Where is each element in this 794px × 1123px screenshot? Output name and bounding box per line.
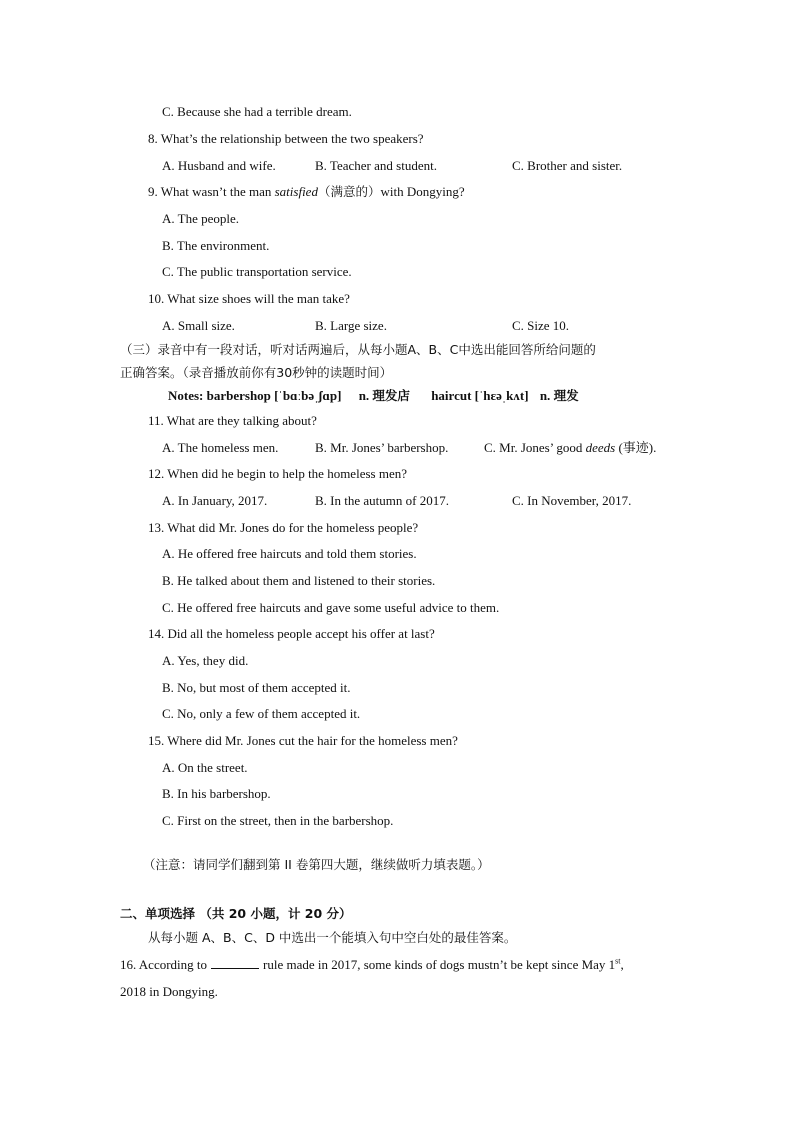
q10-stem: 10. What size shoes will the man take? [148, 291, 350, 306]
q13-option-c: C. He offered free haircuts and gave some useful advice to them. [162, 600, 500, 615]
q13-stem: 13. What did Mr. Jones do for the homeless people? [148, 520, 419, 535]
vocab-notes [168, 387, 579, 405]
notes-cn2: 理发 [553, 388, 579, 403]
q11-option-c-italic: deeds [585, 440, 616, 455]
q11-option-a: A. The homeless men. [162, 440, 279, 455]
q16-sup: st [615, 956, 621, 966]
notes-pos2: n. [539, 388, 551, 403]
q11-option-c [484, 439, 656, 457]
q9-option-b: B. The environment. [162, 238, 270, 253]
section3-instruction-line1: （三）录音中有一段对话，听对话两遍后，从每小题A、B、C中选出能回答所给问题的 [120, 342, 596, 357]
q16-end: , [620, 957, 624, 972]
q11-option-c-post: (事迹). [615, 440, 657, 455]
q9-stem-post: with Dongying? [380, 184, 465, 199]
notes-word1: Notes: barbershop [ˈbɑːbəˌʃɑp] [168, 388, 342, 403]
q16-line1 [120, 956, 624, 974]
q7-option-c: C. Because she had a terrible dream. [162, 104, 352, 119]
q15-option-a: A. On the street. [162, 760, 248, 775]
q13-option-a: A. He offered free haircuts and told them stories. [162, 546, 417, 561]
q11-option-b: B. Mr. Jones’ barbershop. [315, 440, 449, 455]
q8-option-b: B. Teacher and student. [315, 158, 437, 173]
q12-option-b: B. In the autumn of 2017. [315, 493, 449, 508]
q11-stem: 11. What are they talking about? [148, 413, 317, 428]
part2-heading: 二、单项选择 （共 20 小题，计 20 分） [120, 906, 352, 921]
q9-option-c: C. The public transportation service. [162, 264, 352, 279]
q16-pre: 16. According to [120, 957, 208, 972]
q12-stem: 12. When did he begin to help the homeless men? [148, 466, 407, 481]
notice-text: （注意：请同学们翻到第 II 卷第四大题，继续做听力填表题。） [143, 857, 490, 872]
q16-line2: 2018 in Dongying. [120, 984, 218, 999]
q10-option-c: C. Size 10. [512, 318, 570, 333]
q9-stem-italic: satisfied [274, 184, 318, 199]
q9-stem-pre: 9. What wasn’t the man [148, 184, 275, 199]
q14-option-c: C. No, only a few of them accepted it. [162, 706, 361, 721]
q14-option-a: A. Yes, they did. [162, 653, 249, 668]
q15-stem: 15. Where did Mr. Jones cut the hair for the homeless men? [148, 733, 458, 748]
section3-instruction-line2: 正确答案。（录音播放前你有30秒钟的读题时间） [120, 365, 393, 380]
q10-option-b: B. Large size. [315, 318, 387, 333]
part2-instruction: 从每小题 A、B、C、D 中选出一个能填入句中空白处的最佳答案。 [148, 930, 517, 945]
q9-option-a: A. The people. [162, 211, 240, 226]
q16-post: rule made in 2017, some kinds of dogs mustn’t be kept since May 1 [263, 957, 616, 972]
q15-option-b: B. In his barbershop. [162, 786, 271, 801]
answer-blank [211, 956, 259, 969]
q14-stem: 14. Did all the homeless people accept his offer at last? [148, 626, 435, 641]
q13-option-b: B. He talked about them and listened to their stories. [162, 573, 436, 588]
q11-option-c-pre: C. Mr. Jones’ good [484, 440, 586, 455]
notes-pos1: n. [358, 388, 370, 403]
q8-stem: 8. What’s the relationship between the two speakers? [148, 131, 424, 146]
notes-cn1: 理发店 [372, 388, 410, 403]
q9-stem-cn: （满意的） [317, 184, 381, 199]
notes-word2: haircut [ˈhɛəˌkʌt] [431, 388, 529, 403]
q12-option-c: C. In November, 2017. [512, 493, 632, 508]
q12-option-a: A. In January, 2017. [162, 493, 268, 508]
q8-option-c: C. Brother and sister. [512, 158, 623, 173]
q10-option-a: A. Small size. [162, 318, 235, 333]
q9-stem [148, 183, 465, 201]
q14-option-b: B. No, but most of them accepted it. [162, 680, 351, 695]
q15-option-c: C. First on the street, then in the barbershop. [162, 813, 394, 828]
q8-option-a: A. Husband and wife. [162, 158, 276, 173]
